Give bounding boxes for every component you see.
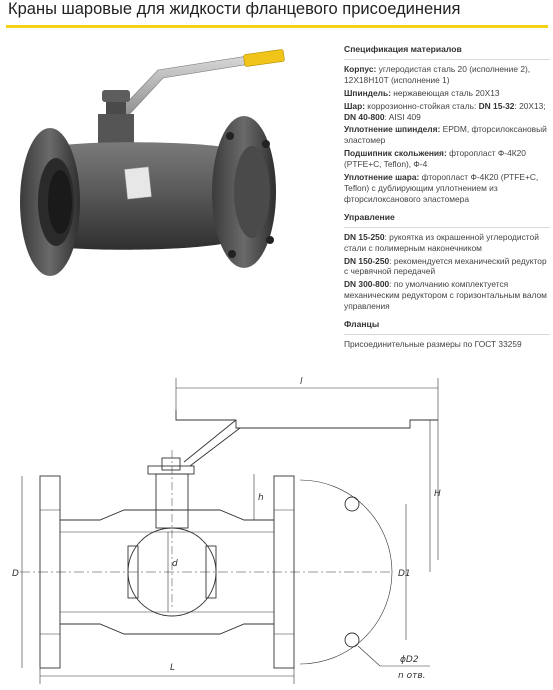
dim-l-upper: l [300, 377, 303, 387]
spindle-label: Шпиндель: [344, 87, 391, 98]
dim-d: d [172, 559, 178, 569]
body-text: углеродистая сталь 20 (исполнение 2), 12Х18Н10Т (исполнение 1) [344, 63, 531, 85]
dim-H: H [434, 489, 441, 499]
spindle-text: нержавеющая сталь 20Х13 [390, 87, 500, 98]
control-item-2 [344, 256, 550, 278]
dim-l-lower: L [170, 663, 176, 673]
control-dn-1: DN 15-250 [344, 231, 385, 242]
spindle-seal-label: Уплотнение шпинделя: [344, 124, 441, 135]
ball-material [344, 101, 550, 123]
dim-D1: D1 [398, 569, 411, 579]
ball-text: коррозионно-стойкая сталь: [364, 100, 479, 111]
page-title: Краны шаровые для жидкости фланцевого присоединения [8, 0, 461, 18]
ball-text-3: : AISI 409 [384, 111, 421, 122]
dim-D2: ϕD2 [400, 655, 419, 665]
ball-seal-label: Уплотнение шара: [344, 172, 420, 183]
control-text-3: : по умолчанию комплектуется механическим редуктором с горизонтальным валом управления [344, 279, 547, 312]
ball-seal-text: фторопласт Ф-4К20 (PTFE+C, Teflon) с дублирующим уплотнением из фторсилоксанового эластомера [344, 172, 539, 204]
ball-seal [344, 172, 550, 205]
control-item-3 [344, 279, 550, 312]
ball-dn-small: DN 15-32 [478, 100, 515, 111]
control-dn-2: DN 150-250 [344, 255, 390, 266]
bearing-label: Подшипник скольжения: [344, 148, 447, 159]
spindle-material [344, 88, 550, 99]
spindle-seal [344, 124, 550, 146]
control-item-1 [344, 232, 550, 254]
ball-label: Шар: [344, 100, 365, 111]
flanges-text: Присоединительные размеры по ГОСТ 33259 [344, 338, 522, 349]
materials-heading: Спецификация материалов [344, 44, 550, 60]
spec-panel [344, 44, 550, 357]
dim-n-holes: n отв. [398, 671, 426, 681]
control-text-1: : рукоятка из окрашенной углеродистой стали с полимерным наконечником [344, 231, 539, 253]
body-material [344, 64, 550, 86]
technical-drawing [0, 370, 553, 690]
control-dn-3: DN 300-800 [344, 279, 390, 290]
ball-valve-photo [8, 40, 328, 290]
body-label: Корпус: [344, 63, 377, 74]
control-heading: Управление [344, 212, 550, 228]
title-underline [6, 25, 548, 28]
ball-text-2: : 20Х13; [514, 100, 546, 111]
dim-D: D [12, 569, 19, 579]
dim-h: h [258, 493, 264, 503]
flanges-heading: Фланцы [344, 319, 550, 335]
bearing-text: фторопласт Ф-4К20 (PTFE+C, Teflon), Ф-4 [344, 148, 526, 170]
control-text-2: : рекомендуется механический редуктор с червячной передачей [344, 255, 547, 277]
spindle-seal-text: EPDM, фторсилоксановый эластомер [344, 124, 547, 146]
ball-dn-large: DN 40-800 [344, 111, 385, 122]
bearing [344, 148, 550, 170]
